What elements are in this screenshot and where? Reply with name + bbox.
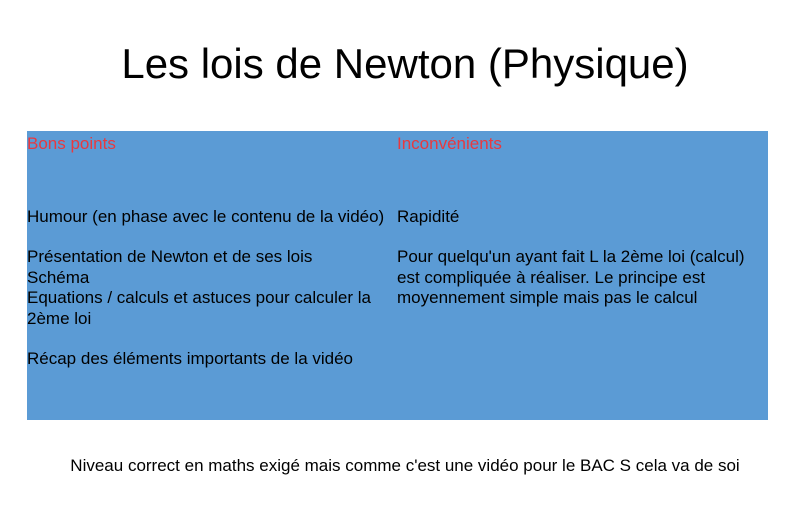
cons-item: Rapidité — [397, 206, 460, 226]
pros-column — [27, 131, 393, 370]
page-title: Les lois de Newton (Physique) — [121, 40, 689, 87]
cons-column — [397, 131, 767, 309]
pros-item: Humour (en phase avec le contenu de la vidéo) — [27, 206, 385, 226]
cons-item: Pour quelqu'un ayant fait L la 2ème loi (calcul) est compliquée à réaliser. Le principe est moyennement simple mais pas le calcul — [397, 247, 750, 307]
cons-heading: Inconvénients — [397, 134, 502, 153]
pros-heading: Bons points — [27, 134, 116, 153]
pros-item: Récap des éléments importants de la vidéo — [27, 349, 354, 368]
footer-note: Niveau correct en maths exigé mais comme c'est une vidéo pour le BAC S cela va de soi — [70, 456, 740, 475]
pros-item: Présentation de Newton et de ses lois Schéma Equations / calculs et astuces pour calculer la 2ème loi — [27, 247, 371, 328]
pros-cons-table — [27, 131, 768, 420]
